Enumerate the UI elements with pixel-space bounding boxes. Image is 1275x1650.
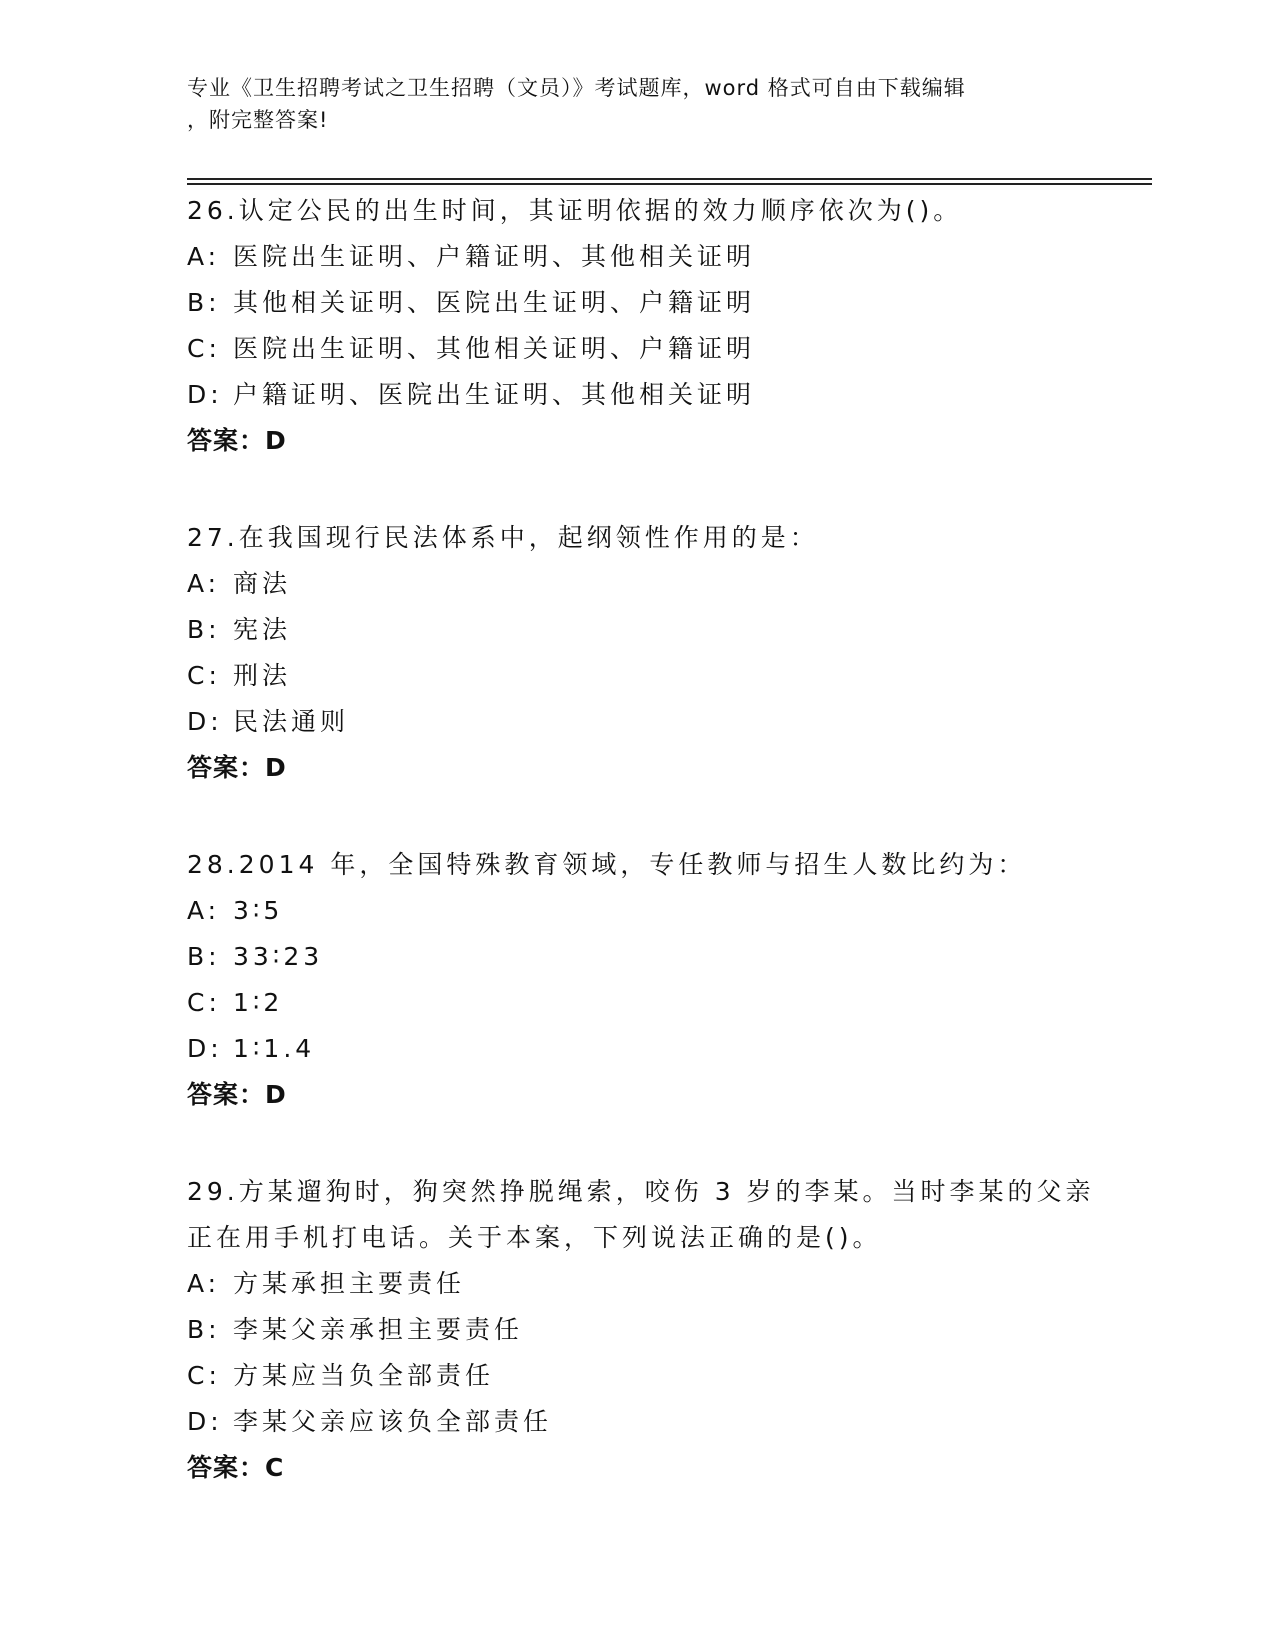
header-divider-bottom — [187, 183, 1152, 185]
option-label: B: — [187, 615, 221, 644]
answer-line: 答案：D — [187, 1080, 287, 1109]
option-text: 刑法 — [233, 661, 292, 690]
option-label: A: — [187, 569, 221, 598]
option-a — [187, 1261, 1127, 1307]
question-stem-continued: 正在用手机打电话。关于本案，下列说法正确的是()。 — [187, 1223, 882, 1252]
option-c — [187, 653, 1127, 699]
question-stem: 26.认定公民的出生时间，其证明依据的效力顺序依次为()。 — [187, 196, 963, 225]
option-b — [187, 607, 1127, 653]
option-text: 1∶1.4 — [233, 1034, 316, 1063]
option-a — [187, 888, 1127, 934]
option-text: 医院出生证明、其他相关证明、户籍证明 — [233, 334, 756, 363]
option-text: 医院出生证明、户籍证明、其他相关证明 — [233, 242, 756, 271]
question-stem: 28.2014 年，全国特殊教育领域，专任教师与招生人数比约为： — [187, 850, 1027, 879]
answer-line: 答案：C — [187, 1453, 285, 1482]
question-stem: 27.在我国现行民法体系中，起纲领性作用的是： — [187, 523, 819, 552]
document-header — [187, 72, 1067, 136]
option-label: D: — [187, 1034, 223, 1063]
option-text: 1∶2 — [233, 988, 284, 1017]
option-label: A: — [187, 896, 221, 925]
answer-line: 答案：D — [187, 426, 287, 455]
question-list — [187, 188, 1127, 1542]
question-27 — [187, 515, 1127, 791]
option-text: 李某父亲承担主要责任 — [233, 1315, 524, 1344]
option-text: 方某应当负全部责任 — [233, 1361, 495, 1390]
option-label: C: — [187, 334, 221, 363]
answer-line: 答案：D — [187, 753, 287, 782]
option-c — [187, 326, 1127, 372]
option-label: C: — [187, 988, 221, 1017]
option-a — [187, 561, 1127, 607]
option-label: B: — [187, 288, 221, 317]
header-divider-top — [187, 178, 1152, 180]
header-line-1: 专业《卫生招聘考试之卫生招聘（文员）》考试题库，word 格式可自由下载编辑 — [187, 76, 966, 100]
option-text: 3∶5 — [233, 896, 284, 925]
option-label: B: — [187, 1315, 221, 1344]
option-text: 商法 — [233, 569, 292, 598]
option-b — [187, 934, 1127, 980]
option-label: A: — [187, 242, 221, 271]
option-text: 33∶23 — [233, 942, 324, 971]
question-26 — [187, 188, 1127, 464]
option-text: 户籍证明、医院出生证明、其他相关证明 — [233, 380, 756, 409]
option-label: D: — [187, 1407, 223, 1436]
option-label: D: — [187, 707, 223, 736]
question-28 — [187, 842, 1127, 1118]
option-d — [187, 1399, 1127, 1445]
option-text: 方某承担主要责任 — [233, 1269, 466, 1298]
option-text: 其他相关证明、医院出生证明、户籍证明 — [233, 288, 756, 317]
option-text: 宪法 — [233, 615, 292, 644]
option-b — [187, 1307, 1127, 1353]
option-label: D: — [187, 380, 223, 409]
option-label: C: — [187, 1361, 221, 1390]
question-29 — [187, 1169, 1127, 1491]
option-d — [187, 1026, 1127, 1072]
option-label: C: — [187, 661, 221, 690]
option-c — [187, 980, 1127, 1026]
option-label: A: — [187, 1269, 221, 1298]
option-text: 民法通则 — [233, 707, 350, 736]
option-a — [187, 234, 1127, 280]
header-line-2: ，附完整答案! — [187, 108, 329, 132]
option-d — [187, 372, 1127, 418]
question-stem: 29.方某遛狗时，狗突然挣脱绳索，咬伤 3 岁的李某。当时李某的父亲 — [187, 1177, 1095, 1206]
option-b — [187, 280, 1127, 326]
option-text: 李某父亲应该负全部责任 — [233, 1407, 553, 1436]
option-label: B: — [187, 942, 221, 971]
option-c — [187, 1353, 1127, 1399]
option-d — [187, 699, 1127, 745]
